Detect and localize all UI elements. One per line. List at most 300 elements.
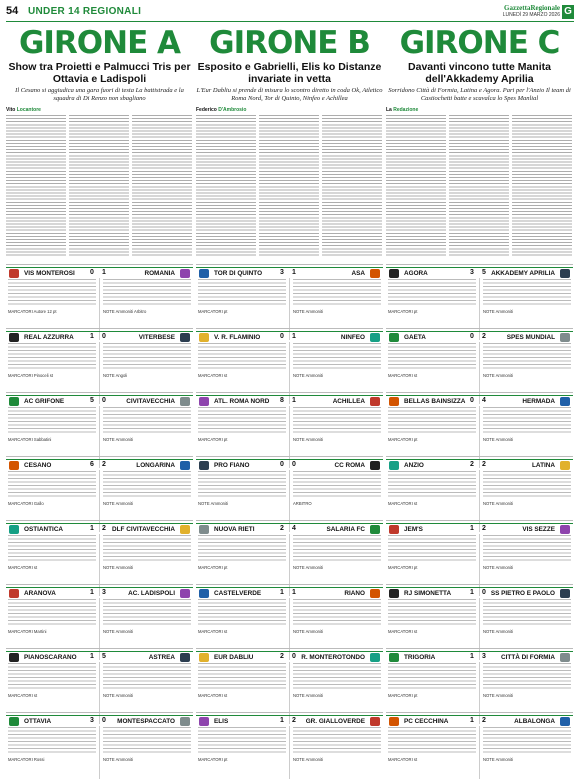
away-lineup [103,407,191,435]
away-team: GR. GIALLOVERDE [305,718,365,725]
score-line [196,459,383,469]
home-crest-icon [9,333,19,342]
score-line [386,651,573,661]
match-report [386,712,573,776]
score-line [386,267,573,277]
away-team: ACHILLEA [332,398,365,405]
away-score: 1 [292,333,296,340]
away-lineup [483,663,571,691]
away-lineup [293,471,381,499]
home-match-info: MARCATORI st [388,501,418,506]
away-match-info: NOTE Ammoniti [103,757,134,762]
text-column [512,115,572,257]
away-crest-icon [180,525,190,534]
home-crest-icon [199,589,209,598]
home-score: 0 [280,333,284,340]
home-crest-icon [9,589,19,598]
away-match-info: NOTE Ammoniti [103,565,134,570]
away-team: ROMANIA [144,270,175,277]
match-report [386,456,573,520]
away-score: 4 [482,397,486,404]
home-match-info: MARCATORI Gallo [8,501,44,506]
text-column [386,115,446,257]
article-subhead: Sorridono Città di Formia, Latina e Agora. Pari per l'Anzio Il team di Castiochetti batte e scavalca lo Spes Manlial [388,87,571,102]
away-crest-icon [370,269,380,278]
away-team: ALBALONGA [514,718,555,725]
match-report [386,264,573,328]
away-score: 2 [102,461,106,468]
home-lineup [388,727,476,755]
away-crest-icon [180,717,190,726]
girone-title: GIRONE A [18,25,181,61]
home-crest-icon [9,525,19,534]
match-report [386,584,573,648]
away-match-info: NOTE Ammoniti [103,693,134,698]
home-team: V. R. FLAMINIO [214,334,261,341]
away-lineup [483,471,571,499]
home-crest-icon [389,461,399,470]
away-team: HERMADA [522,398,555,405]
away-crest-icon [560,397,570,406]
away-score: 5 [102,653,106,660]
article-body [386,107,573,257]
home-lineup [388,471,476,499]
home-lineup [8,407,96,435]
home-lineup [8,599,96,627]
away-crest-icon [560,717,570,726]
score-line [196,587,383,597]
score-line [196,715,383,725]
home-team: GAETA [404,334,426,341]
article-headline: Esposito e Gabrielli, Elis ko Distanze invariate in vetta [197,61,382,85]
away-match-info: NOTE Ammoniti Arbitro [103,309,147,314]
score-line [6,523,193,533]
away-team: DLF CIVITAVECCHIA [112,526,175,533]
away-crest-icon [370,397,380,406]
away-crest-icon [370,525,380,534]
home-lineup [8,343,96,371]
home-lineup [388,599,476,627]
home-match-info: MARCATORI Pinoceli st [8,373,53,378]
away-score: 0 [482,589,486,596]
byline-name: Locantore [16,107,41,113]
home-score: 3 [470,269,474,276]
home-match-info: MARCATORI pt [388,309,418,314]
home-match-info: MARCATORI Martini [8,629,47,634]
home-team: REAL AZZURRA [24,334,74,341]
home-score: 1 [90,653,94,660]
away-crest-icon [180,653,190,662]
score-line [386,587,573,597]
away-score: 3 [482,653,486,660]
home-lineup [8,727,96,755]
home-match-info: MARCATORI Rossi [8,757,45,762]
score-line [6,267,193,277]
away-match-info: NOTE Ammoniti [293,565,324,570]
score-line [386,331,573,341]
away-team: SS PIETRO E PAOLO [490,590,555,597]
match-report [196,648,383,712]
away-lineup [293,407,381,435]
home-team: RJ SIMONETTA [404,590,452,597]
away-lineup [103,535,191,563]
away-crest-icon [180,397,190,406]
article-text [6,115,193,257]
away-crest-icon [180,589,190,598]
away-match-info: NOTE Ammoniti [483,629,514,634]
article-subhead: Il Cesano si aggiudica una gara fuori di testa La battistrada e la squadra di Di Renzo non sbagliano [15,87,184,102]
away-team: R. MONTEROTONDO [301,654,365,661]
home-crest-icon [199,525,209,534]
article-body [196,107,383,257]
match-report [196,712,383,776]
home-match-info: MARCATORI pt [388,693,418,698]
home-team: CASTELVERDE [214,590,262,597]
match-report [196,584,383,648]
byline: La Redazione [386,107,419,113]
home-score: 1 [470,717,474,724]
home-team: TOR DI QUINTO [214,270,263,277]
home-lineup [198,471,286,499]
away-match-info: NOTE Angoli [103,373,128,378]
match-report [196,392,383,456]
away-crest-icon [370,653,380,662]
away-score: 4 [292,525,296,532]
score-line [196,331,383,341]
home-lineup [388,407,476,435]
home-team: OTTAVIA [24,718,52,725]
match-report [6,328,193,392]
match-report [196,264,383,328]
away-team: CC ROMA [334,462,365,469]
away-crest-icon [370,461,380,470]
home-crest-icon [9,461,19,470]
home-score: 3 [90,717,94,724]
away-score: 0 [102,397,106,404]
away-match-info: NOTE Ammoniti [103,629,134,634]
match-report [6,648,193,712]
home-match-info: MARCATORI pt [198,565,228,570]
away-lineup [103,663,191,691]
home-lineup [8,535,96,563]
byline: Federico D'Ambrosio [196,107,247,113]
issue-date: LUNEDÌ 29 MARZO 2026 [502,12,560,18]
home-lineup [8,279,96,307]
match-report [196,328,383,392]
masthead [503,4,560,18]
score-line [6,587,193,597]
away-lineup [103,599,191,627]
home-score: 1 [90,589,94,596]
match-divider [99,726,100,779]
away-match-info: NOTE Ammoniti [293,437,324,442]
home-score: 1 [470,589,474,596]
home-crest-icon [199,717,209,726]
home-crest-icon [9,397,19,406]
away-team: RIANO [344,590,365,597]
away-match-info: NOTE Ammoniti [103,437,134,442]
home-crest-icon [9,653,19,662]
match-report [6,712,193,776]
article-headline: Davanti vincono tutte Manita dell'Akkademy Aprilia [408,61,551,85]
away-team: CITTÀ DI FORMIA [501,654,555,661]
home-score: 1 [90,333,94,340]
home-match-info: MARCATORI pt [198,309,228,314]
home-team: PC CECCHINA [404,718,449,725]
away-crest-icon [560,461,570,470]
text-column [449,115,509,257]
girone-column [6,26,193,776]
home-team: NUOVA RIETI [214,526,255,533]
home-team: TRIGORIA [404,654,436,661]
home-score: 1 [470,525,474,532]
girone-column [386,26,573,776]
home-crest-icon [9,717,19,726]
home-match-info: MARCATORI st [198,693,228,698]
away-score: 2 [482,461,486,468]
home-crest-icon [389,269,399,278]
home-team: PIANOSCARANO [24,654,77,661]
away-team: LATINA [532,462,555,469]
away-score: 5 [482,269,486,276]
away-lineup [483,279,571,307]
home-lineup [198,599,286,627]
home-lineup [388,279,476,307]
home-team: EUR DABLIU [214,654,254,661]
match-divider [289,726,290,779]
home-crest-icon [199,653,209,662]
away-match-info: NOTE Ammoniti [483,501,514,506]
away-match-info: NOTE Ammoniti [483,309,514,314]
away-score: 1 [292,589,296,596]
match-report [386,520,573,584]
home-score: 0 [90,269,94,276]
score-line [196,395,383,405]
away-match-info: NOTE Ammoniti [103,501,134,506]
byline-name: D'Ambrosio [218,107,247,113]
score-line [6,395,193,405]
home-crest-icon [389,589,399,598]
home-team: ELIS [214,718,229,725]
home-score: 3 [280,269,284,276]
text-column [69,115,129,257]
away-lineup [103,343,191,371]
score-line [196,523,383,533]
match-list [196,264,383,776]
away-lineup [103,471,191,499]
away-lineup [293,599,381,627]
home-crest-icon [389,397,399,406]
match-report [386,328,573,392]
match-list [6,264,193,776]
article-headline: Show tra Proietti e Palmucci Tris per Ottavia e Ladispoli [8,61,191,85]
match-report [386,648,573,712]
away-crest-icon [560,525,570,534]
home-score: 1 [280,717,284,724]
home-match-info: MARCATORI pt [198,757,228,762]
away-team: LONGARINA [136,462,175,469]
match-report [6,456,193,520]
away-crest-icon [370,589,380,598]
away-lineup [483,535,571,563]
away-score: 0 [102,717,106,724]
score-line [386,395,573,405]
gazzetta-logo-icon: G [562,5,574,19]
away-match-info: NOTE Ammoniti [483,757,514,762]
text-column [132,115,192,257]
score-line [6,331,193,341]
home-match-info: MARCATORI st [198,373,228,378]
home-crest-icon [199,397,209,406]
home-team: CESANO [24,462,52,469]
away-score: 3 [102,589,106,596]
home-team: AC GRIFONE [24,398,65,405]
home-match-info: NOTE Ammoniti [198,501,229,506]
away-match-info: NOTE Ammoniti [293,757,324,762]
away-match-info: NOTE Ammoniti [293,693,324,698]
home-score: 1 [90,525,94,532]
away-score: 1 [292,397,296,404]
home-team: ATL. ROMA NORD [214,398,270,405]
away-lineup [293,727,381,755]
away-team: CIVITAVECCHIA [126,398,175,405]
away-match-info: NOTE Ammoniti [483,373,514,378]
away-team: SALARIA FC [326,526,365,533]
home-score: 5 [90,397,94,404]
match-report [196,520,383,584]
away-lineup [483,727,571,755]
score-line [386,715,573,725]
text-column [322,115,382,257]
away-crest-icon [370,333,380,342]
away-match-info: NOTE Ammoniti [483,693,514,698]
away-score: 2 [292,717,296,724]
article-text [386,115,573,257]
match-report [6,264,193,328]
text-column [6,115,66,257]
away-score: 1 [292,269,296,276]
home-match-info: MARCATORI Sabbatini [8,437,52,442]
away-match-info: ARBITRO [293,501,312,506]
match-report [6,520,193,584]
match-report [196,456,383,520]
away-lineup [293,663,381,691]
article-subhead: L'Eur Dabliu si prende di misura lo scontro diretto in coda Ok, Atletico Roma Nord, Tor di Quinto, Ninfeo e Achillea [196,87,383,102]
score-line [386,459,573,469]
away-crest-icon [180,461,190,470]
away-crest-icon [560,589,570,598]
home-match-info: MARCATORI st [388,373,418,378]
away-match-info: NOTE Ammoniti [293,309,324,314]
home-crest-icon [9,269,19,278]
score-line [6,715,193,725]
home-crest-icon [199,269,209,278]
home-score: 1 [280,589,284,596]
away-lineup [483,599,571,627]
home-crest-icon [389,333,399,342]
home-match-info: MARCATORI st [388,629,418,634]
away-lineup [483,343,571,371]
home-match-info: MARCATORI Autore 12 pt [8,309,57,314]
away-score: 0 [292,461,296,468]
away-team: ASA [351,270,365,277]
away-match-info: NOTE Ammoniti [293,629,324,634]
home-lineup [198,407,286,435]
match-divider [479,726,480,779]
away-score: 0 [102,333,106,340]
away-crest-icon [370,717,380,726]
home-lineup [198,535,286,563]
article-text [196,115,383,257]
home-lineup [388,535,476,563]
away-team: VITERBESE [138,334,175,341]
home-crest-icon [389,717,399,726]
away-team: ASTREA [148,654,175,661]
score-line [386,523,573,533]
home-score: 0 [470,397,474,404]
text-column [196,115,256,257]
home-team: ARANOVA [24,590,56,597]
home-team: ANZIO [404,462,424,469]
byline: Vito Locantore [6,107,41,113]
home-lineup [8,663,96,691]
home-team: OSTIANTICA [24,526,64,533]
home-team: VIS MONTEROSI [24,270,75,277]
home-match-info: MARCATORI pt [388,565,418,570]
home-score: 0 [280,461,284,468]
home-lineup [198,279,286,307]
home-match-info: MARCATORI pt [198,437,228,442]
away-team: MONTESPACCATO [117,718,175,725]
match-report [6,584,193,648]
away-team: AKKADEMY APRILIA [491,270,555,277]
away-lineup [103,727,191,755]
match-report [6,392,193,456]
away-crest-icon [180,333,190,342]
home-crest-icon [389,653,399,662]
home-crest-icon [199,461,209,470]
girone-column [196,26,383,776]
away-crest-icon [560,653,570,662]
away-lineup [483,407,571,435]
page-number: 54 [6,5,19,17]
away-lineup [103,279,191,307]
home-team: AGORA [404,270,428,277]
home-team: BELLAS BAINSIZZA [404,398,466,405]
score-line [196,267,383,277]
section-title: UNDER 14 REGIONALI [28,6,142,17]
away-team: VIS SEZZE [522,526,555,533]
home-match-info: MARCATORI st [8,693,38,698]
away-team: NINFEO [340,334,365,341]
home-score: 6 [90,461,94,468]
home-lineup [388,663,476,691]
home-score: 8 [280,397,284,404]
girone-title: GIRONE B [209,25,370,61]
away-score: 2 [102,525,106,532]
away-lineup [293,279,381,307]
away-score: 1 [102,269,106,276]
away-score: 2 [482,525,486,532]
article-body [6,107,193,257]
home-team: JEM'S [404,526,423,533]
away-score: 2 [482,333,486,340]
away-match-info: NOTE Ammoniti [483,565,514,570]
away-crest-icon [560,333,570,342]
away-crest-icon [180,269,190,278]
away-match-info: NOTE Ammoniti [483,437,514,442]
home-lineup [8,471,96,499]
